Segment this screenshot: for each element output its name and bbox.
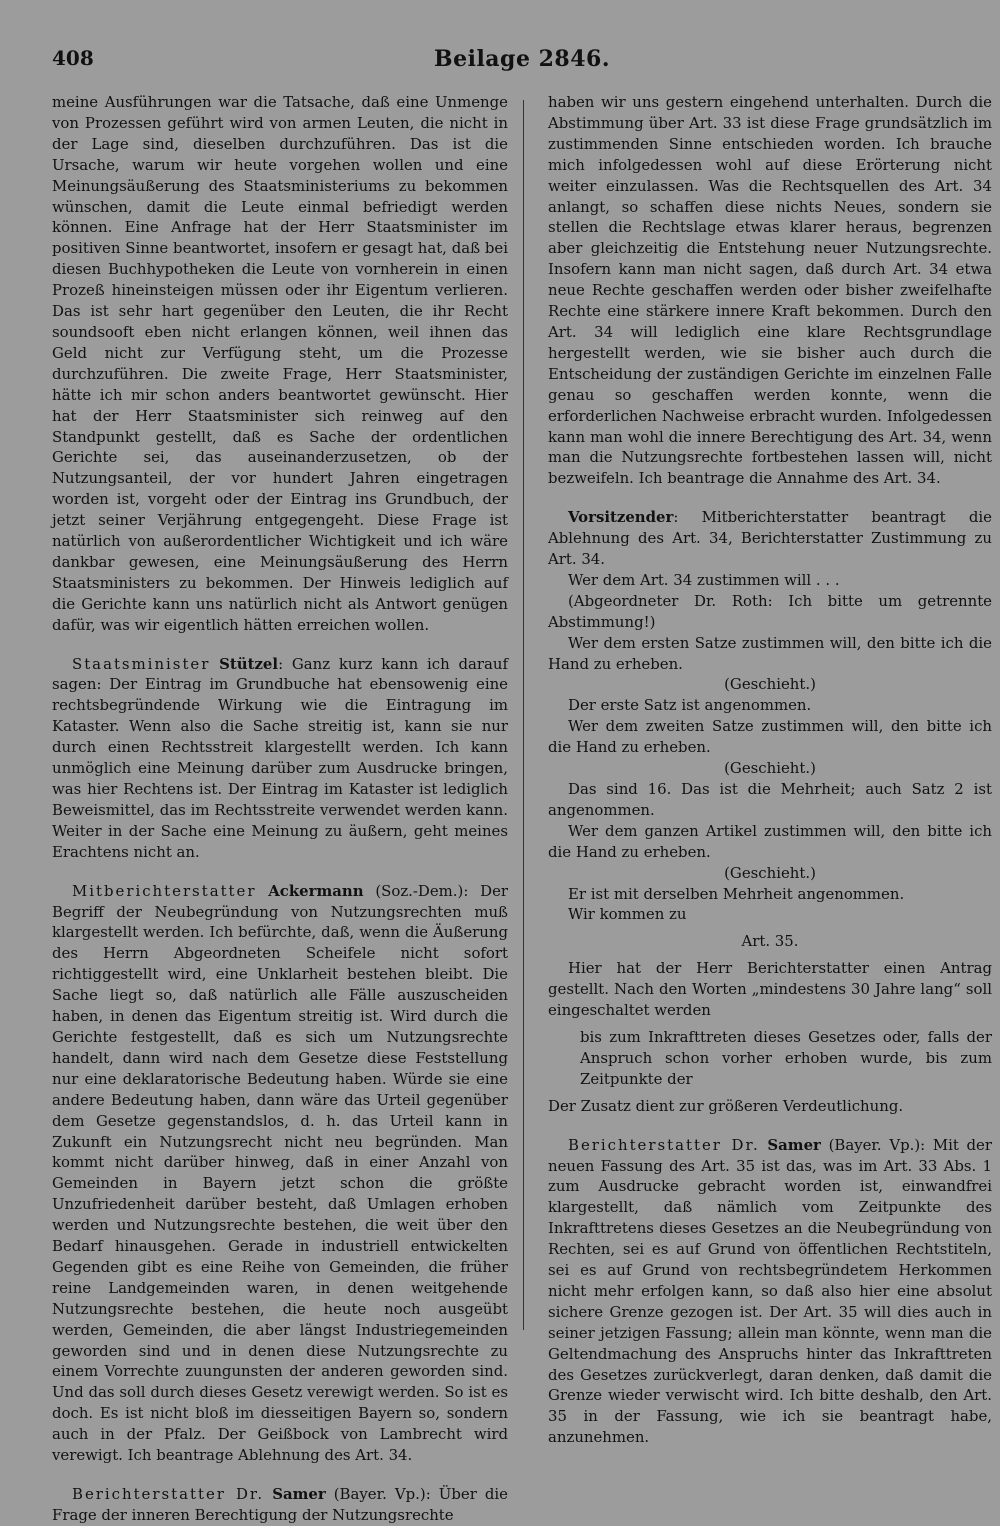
page-header: [52, 46, 992, 80]
paragraph-vorsitzender: [548, 507, 992, 570]
paragraph: meine Ausführungen war die Tatsache, daß eine Unmenge von Prozessen geführt wird von armen Leuten, die nicht in der Lage sind, dieselben durchzuführen. Das ist die Ursache, warum wir heute vorgehen wollen und eine Meinungsäußerung des Staatsministeriums zu bekommen wünschen, damit die Leute einmal befriedigt werden können. Eine Anfrage hat der Herr Staatsminister im positiven Sinne beantwortet, insofern er gesagt hat, daß bei diesen Buchhypotheken die Leute von vornherein in einen Prozeß hineinsteigen müssen oder ihr Eigentum verlieren. Das ist sehr hart gegenüber den Leuten, die ihr Recht soundsooft eben nicht erlangen können, weil ihnen das Geld nicht zur Verfügung steht, um die Prozesse durchzuführen. Die zweite Frage, Herr Staatsminister, hätte ich mir schon anders beantwortet gewünscht. Hier hat der Herr Staatsminister sich reinweg auf den Standpunkt gestellt, daß es Sache der ordentlichen Gerichte sei, das auseinanderzusetzen, ob der Nutzungsanteil, der vor hundert Jahren eingetragen worden ist, vorgeht oder der Eintrag ins Grundbuch, der jetzt seiner Verjährung entgegengeht. Diese Frage ist natürlich von außerordentlicher Wichtigkeit und ich wäre dankbar gewesen, eine Meinungsäußerung des Herrn Staatsministers zu bekommen. Der Hinweis lediglich auf die Gerichte kann uns natürlich nicht als Antwort genügen dafür, was wir eigentlich hätten erreichen wollen.: [52, 93, 508, 634]
paragraph-mitberichterstatter: [52, 881, 508, 1466]
running-title: Beilage 2846.: [434, 46, 610, 72]
speech-text: : Ganz kurz kann ich darauf sagen: Der Eintrag im Grundbuche hat ebensowenig eine rechtsbegründende Wirkung wie die Eintragung im Kataster. Wenn also die Sache streitig ist, kann sie nur durch einen Rechtsstreit klargestellt werden. Ich kann unmöglich eine Meinung darüber zum Ausdrucke bringen, was hier Rechtens ist. Der Eintrag im Kataster ist lediglich Beweismittel, das im Rechtsstreite verwendet werden kann. Weiter in der Sache eine Meinung zu äußern, geht meines Erachtens nicht an.: [52, 654, 509, 861]
speaker-name: Vorsitzender: [568, 508, 674, 527]
speaker-name: Stützel: [219, 654, 279, 673]
paragraph-berichterstatter: [52, 1484, 508, 1526]
paragraph: Wer dem zweiten Satze zustimmen will, den bitte ich die Hand zu erheben.: [548, 717, 992, 757]
paragraph-berichterstatter: [548, 1135, 992, 1449]
paragraph: Der Zusatz dient zur größeren Verdeutlichung.: [548, 1096, 904, 1115]
paragraph: Er ist mit derselben Mehrheit angenommen.: [568, 884, 905, 903]
inserted-text: bis zum Inkrafttreten dieses Gesetzes oder, falls der Anspruch schon vorher erhoben wurde, bis zum Zeitpunkte der: [580, 1027, 992, 1088]
paragraph-staatsminister: [52, 654, 508, 863]
speech-text: (Soz.-Dem.): Der Begriff der Neubegründung von Nutzungsrechten muß klargestellt werden. Ich befürchte, daß, wenn die Äußerung des Herrn Abgeordneten Scheifele nicht sofort richtiggestellt wird, eine Unklarheit bestehen bleibt. Die Sache liegt so, daß natürlich alle Fälle auszuscheiden haben, in denen das Eigentum streitig ist. Wird durch die Gerichte festgestellt, daß es sich um Nutzungsrechte handelt, dann wird nach dem Gesetze diese Feststellung nur eine deklaratorische Bedeutung haben. Würde sie eine andere Bedeutung haben, dann wäre das Urteil gegenüber dem Gesetze gegenstandslos, d. h. das Urteil kann in Zukunft ein Nutzungsrecht nicht neu begründen. Man kommt nicht darüber hinweg, daß in einer Anzahl von Gemeinden in Bayern jetzt schon die größte Unzufriedenheit darüber besteht, daß Umlagen erhoben werden und Nutzungsrechte bestehen, die weit über den Bedarf hinausgehen. Gerade in industriell entwickelten Gegenden gibt es eine Reihe von Gemeinden, die früher reine Landgemeinden waren, in denen weitgehende Nutzungsrechte bestehen, die heute noch ausgeübt werden, Gemeinden, die aber längst Industriegemeinden geworden sind und in denen diese Nutzungsrechte zu einem Vorrechte zuungunsten der anderen geworden sind. Und das soll durch dieses Gesetz verewigt werden. So ist es doch. Es ist nicht bloß im diesseitigen Bayern so, sondern auch in der Pfalz. Der Geißbock von Lambrecht wird verewigt. Ich beantrage Ablehnung des Art. 34.: [52, 881, 509, 1465]
left-column: [52, 92, 508, 1526]
article-heading: Art. 35.: [741, 932, 799, 951]
paragraph: Wer dem ersten Satze zustimmen will, den bitte ich die Hand zu erheben.: [548, 633, 992, 673]
column-divider: [523, 100, 524, 1330]
paragraph: Wir kommen zu: [568, 905, 687, 924]
stage-direction: (Geschieht.): [724, 759, 816, 778]
interjection: (Abgeordneter Dr. Roth: Ich bitte um getrennte Abstimmung!): [548, 591, 992, 631]
speaker-role: Berichterstatter Dr.: [72, 1485, 265, 1503]
paragraph: Hier hat der Herr Berichterstatter einen Antrag gestellt. Nach den Worten „mindestens 30 Jahre lang“ soll eingeschaltet werden: [548, 959, 992, 1020]
paragraph: Das sind 16. Das ist die Mehrheit; auch Satz 2 ist angenommen.: [548, 780, 992, 819]
speaker-name: Ackermann: [268, 881, 364, 900]
speaker-name: Samer: [272, 1485, 326, 1503]
speech-text: : Mitberichterstatter beantragt die Ablehnung des Art. 34, Berichterstatter Zustimmung zu Art. 34.: [548, 508, 992, 569]
right-column: [548, 92, 992, 1448]
stage-direction: (Geschieht.): [724, 863, 816, 882]
paragraph: haben wir uns gestern eingehend unterhalten. Durch die Abstimmung über Art. 33 ist diese Frage grundsätzlich im zustimmenden Sinne entschieden worden. Ich brauche mich infolgedessen wohl auf diese Erörterung nicht weiter einzulassen. Was die Rechtsquellen des Art. 34 anlangt, so schaffen diese nichts Neues, sondern sie stellen die Rechtslage etwas klarer heraus, begrenzen aber gleichzeitig die Entstehung neuer Nutzungsrechte. Insofern kann man nicht sagen, daß durch Art. 34 etwa neue Rechte geschaffen werden oder bisher zweifelhafte Rechte eine stärkere innere Kraft bekommen. Durch den Art. 34 will lediglich eine klare Rechtsgrundlage hergestellt werden, wie sie bisher auch durch die Entscheidung der zuständigen Gerichte im einzelnen Falle genau so geschaffen werden konnte, wenn die erforderlichen Nachweise erbracht wurden. Infolgedessen kann man wohl die innere Berechtigung des Art. 34, wenn man die Nutzungsrechte fortbestehen lassen will, nicht bezweifeln. Ich beantrage die Annahme des Art. 34.: [548, 93, 992, 488]
speaker-role: Staatsminister: [72, 654, 211, 673]
speaker-name: Samer: [767, 1135, 821, 1154]
stage-direction: (Geschieht.): [724, 675, 816, 694]
speaker-role: Mitberichterstatter: [72, 881, 257, 900]
paragraph: Wer dem Art. 34 zustimmen will . . .: [568, 570, 840, 589]
paragraph: Wer dem ganzen Artikel zustimmen will, den bitte ich die Hand zu erheben.: [548, 821, 992, 861]
page-number: 408: [52, 46, 94, 70]
speech-text: (Bayer. Vp.): Über die Frage der inneren Berechtigung der Nutzungsrechte: [52, 1485, 508, 1524]
speech-text: (Bayer. Vp.): Mit der neuen Fassung des Art. 35 ist das, was im Art. 33 Abs. 1 zum Ausdrucke gebracht worden ist, einwandfrei klargestellt, daß nämlich vom Zeitpunkte des Inkrafttretens dieses Gesetzes an die Neubegründung von Rechten, sei es auf Grund von öffentlichen Rechtstiteln, sei es auf Grund von rechtsbegründetem Herkommen nicht mehr erfolgen kann, so daß also hier eine absolut sichere Grenze gezogen ist. Der Art. 35 will dies auch in seiner jetzigen Fassung; allein man könnte, wenn man die Geltendmachung des Anspruchs hinter das Inkrafttreten des Gesetzes zurückverlegt, daran denken, daß damit die Grenze wieder verwischt wird. Ich bitte deshalb, den Art. 35 in der Fassung, wie ich sie beantragt habe, anzunehmen.: [548, 1135, 992, 1447]
speaker-role: Berichterstatter Dr.: [568, 1135, 760, 1154]
paragraph: Der erste Satz ist angenommen.: [568, 696, 812, 715]
